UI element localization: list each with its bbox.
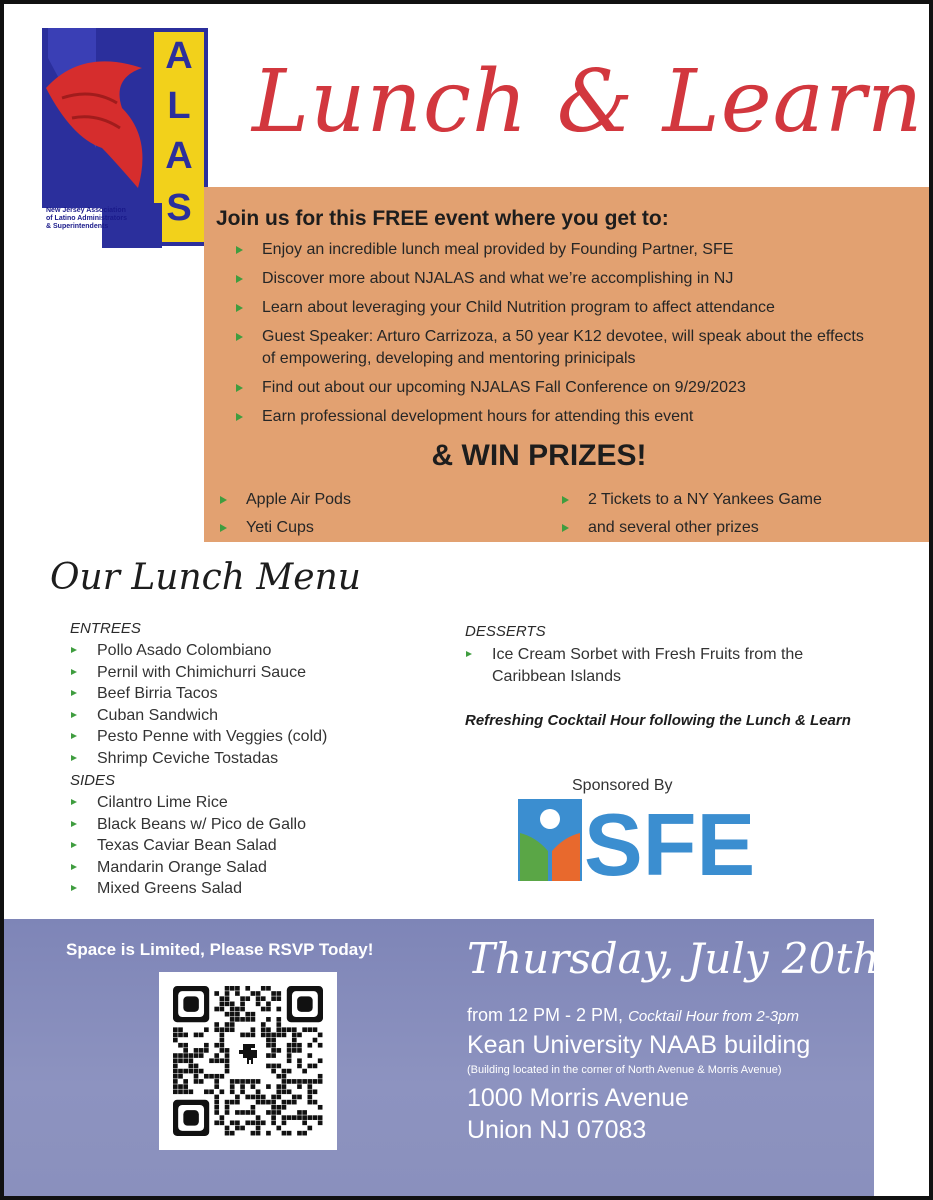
bullet-triangle-icon	[71, 799, 77, 805]
event-venue: Kean University NAAB building	[467, 1031, 811, 1059]
address-line-2: Union NJ 07083	[467, 1116, 647, 1144]
prize-item: Apple Air Pods	[218, 491, 351, 509]
bullet-triangle-icon	[71, 842, 77, 848]
sponsored-by-label: Sponsored By	[572, 777, 673, 794]
prize-item: Yeti Cups	[218, 519, 314, 537]
list-item: Learn about leveraging your Child Nutrition program to affect attendance	[234, 297, 874, 319]
bullet-triangle-icon	[562, 524, 569, 532]
list-item: Discover more about NJALAS and what we’re accomplishing in NJ	[234, 268, 874, 290]
bullet-triangle-icon	[71, 864, 77, 870]
svg-text:L: L	[167, 85, 191, 127]
bullet-triangle-icon	[71, 755, 77, 761]
list-item: Mandarin Orange Salad	[70, 857, 450, 879]
list-item: Find out about our upcoming NJALAS Fall Conference on 9/29/2023	[234, 377, 874, 399]
event-bullets	[234, 239, 874, 435]
bullet-triangle-icon	[71, 733, 77, 739]
list-item: Cilantro Lime Rice	[70, 792, 450, 814]
bullet-triangle-icon	[220, 496, 227, 504]
list-item: Enjoy an incredible lunch meal provided by Founding Partner, SFE	[234, 239, 874, 261]
list-item: Cuban Sandwich	[70, 705, 450, 727]
bullet-triangle-icon	[71, 821, 77, 827]
svg-text:S: S	[166, 187, 192, 229]
address-line-1: 1000 Morris Avenue	[467, 1084, 689, 1112]
bullet-triangle-icon	[466, 651, 472, 657]
rsvp-band	[4, 919, 880, 1196]
list-item: Texas Caviar Bean Salad	[70, 835, 450, 857]
sfe-logo	[518, 799, 766, 881]
entrees-list	[70, 640, 450, 770]
prize-item: and several other prizes	[560, 519, 759, 537]
event-heading: Join us for this FREE event where you get to:	[216, 207, 669, 230]
sides-label: SIDES	[70, 772, 116, 789]
list-item: Beef Birria Tacos	[70, 683, 450, 705]
rsvp-qr-code[interactable]	[159, 972, 337, 1150]
bullet-triangle-icon	[236, 304, 243, 312]
bullet-triangle-icon	[71, 647, 77, 653]
sides-list	[70, 792, 450, 900]
menu-title: Our Lunch Menu	[50, 557, 361, 598]
bullet-triangle-icon	[71, 690, 77, 696]
flyer-page	[4, 4, 929, 1196]
event-box	[204, 187, 929, 542]
list-item: Pollo Asado Colombiano	[70, 640, 450, 662]
bullet-triangle-icon	[236, 333, 243, 341]
venue-note: (Building located in the corner of North Avenue & Morris Avenue)	[467, 1064, 782, 1076]
bullet-triangle-icon	[236, 413, 243, 421]
sfe-logo-text: SFE	[584, 799, 756, 881]
logo-letter-a1: A	[165, 35, 193, 77]
event-date: Thursday, July 20th	[467, 934, 880, 983]
bullet-triangle-icon	[220, 524, 227, 532]
bullet-triangle-icon	[562, 496, 569, 504]
bullet-triangle-icon	[71, 885, 77, 891]
list-item: Mixed Greens Salad	[70, 878, 450, 900]
list-item: Shrimp Ceviche Tostadas	[70, 748, 450, 770]
bullet-triangle-icon	[71, 712, 77, 718]
bullet-triangle-icon	[236, 384, 243, 392]
bullet-triangle-icon	[71, 669, 77, 675]
win-prizes-heading: & WIN PRIZES!	[431, 439, 647, 472]
entrees-label: ENTREES	[70, 620, 141, 637]
prize-item: 2 Tickets to a NY Yankees Game	[560, 491, 822, 509]
bullet-triangle-icon	[236, 275, 243, 283]
rsvp-text: Space is Limited, Please RSVP Today!	[66, 940, 374, 959]
list-item: Pesto Penne with Veggies (cold)	[70, 726, 450, 748]
list-item: Pernil with Chimichurri Sauce	[70, 662, 450, 684]
qr-code-icon	[173, 986, 323, 1136]
list-item: Black Beans w/ Pico de Gallo	[70, 814, 450, 836]
logo-subtitle: New Jersey Association of Latino Administrators & Superintendents	[46, 207, 128, 230]
page-title: Lunch & Learn	[252, 52, 924, 152]
list-item: Guest Speaker: Arturo Carrizoza, a 50 year K12 devotee, will speak about the effects of empowering, developing and mentoring prinicipals	[234, 326, 874, 370]
event-time: from 12 PM - 2 PM, Cocktail Hour from 2-3pm	[467, 1005, 799, 1025]
list-item: Earn professional development hours for attending this event	[234, 406, 874, 428]
list-item: Ice Cream Sorbet with Fresh Fruits from the Caribbean Islands	[465, 644, 845, 687]
cocktail-note: Refreshing Cocktail Hour following the Lunch & Learn	[465, 712, 851, 729]
bullet-triangle-icon	[236, 246, 243, 254]
desserts-list	[465, 644, 845, 687]
desserts-label: DESSERTS	[465, 623, 546, 640]
svg-text:A: A	[165, 135, 193, 177]
